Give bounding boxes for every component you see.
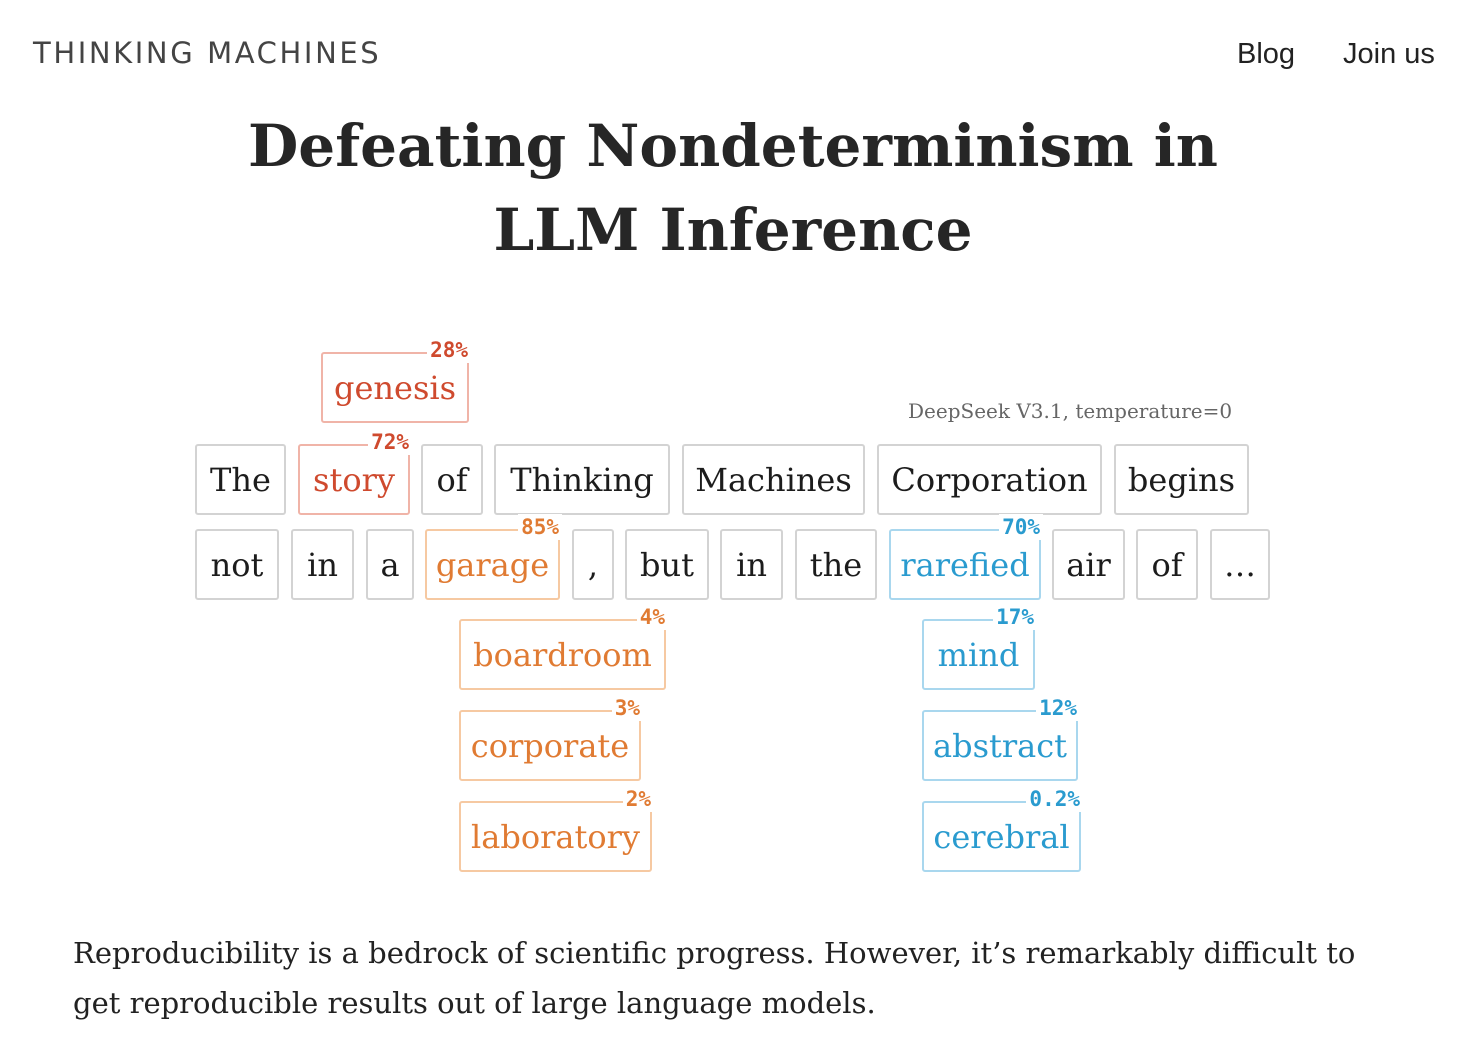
token-word: of bbox=[436, 460, 468, 499]
token-probability: 70% bbox=[999, 514, 1043, 540]
token-alt-cerebral bbox=[922, 787, 1081, 872]
intro-paragraph bbox=[73, 928, 1413, 1028]
token-thinking bbox=[494, 444, 670, 515]
token-probability: 17% bbox=[993, 604, 1037, 630]
token-alt-genesis bbox=[321, 338, 469, 423]
nav-link-blog[interactable]: Blog bbox=[1237, 38, 1296, 70]
token-word: … bbox=[1224, 545, 1256, 584]
token-alt-corporate bbox=[459, 696, 641, 781]
token-probability: 12% bbox=[1036, 695, 1080, 721]
token-word: not bbox=[210, 545, 264, 584]
token-of bbox=[421, 444, 483, 515]
token-word: in bbox=[307, 545, 338, 584]
token-ellipsis bbox=[1210, 529, 1270, 600]
article-title bbox=[0, 104, 1466, 272]
token-garage bbox=[425, 515, 560, 600]
token-story bbox=[298, 430, 410, 515]
token-comma bbox=[572, 529, 614, 600]
article-title-line-1: Defeating Nondeterminism in bbox=[248, 112, 1218, 180]
token-probability: 72% bbox=[368, 429, 412, 455]
token-machines bbox=[682, 444, 865, 515]
token-a bbox=[366, 529, 414, 600]
token-word: a bbox=[380, 545, 400, 584]
token-but bbox=[625, 529, 709, 600]
token-alt-mind bbox=[922, 605, 1035, 690]
token-word: The bbox=[210, 460, 271, 499]
token-in-2 bbox=[720, 529, 783, 600]
token-word: laboratory bbox=[471, 817, 640, 856]
token-word: cerebral bbox=[933, 817, 1070, 856]
figure-caption: DeepSeek V3.1, temperature=0 bbox=[908, 399, 1233, 423]
intro-line-1: Reproducibility is a bedrock of scientific progress. However, it’s remarkably difficult to bbox=[73, 936, 1356, 970]
token-in bbox=[291, 529, 354, 600]
token-word: Corporation bbox=[891, 460, 1088, 499]
token-alt-laboratory bbox=[459, 787, 652, 872]
token-probability: 2% bbox=[623, 786, 654, 812]
token-probability: 0.2% bbox=[1026, 786, 1083, 812]
token-word: boardroom bbox=[473, 635, 652, 674]
token-word: corporate bbox=[470, 726, 630, 765]
token-begins bbox=[1114, 444, 1249, 515]
token-word: rarefied bbox=[900, 545, 1030, 584]
token-word: garage bbox=[435, 545, 550, 584]
token-word: Machines bbox=[695, 460, 852, 499]
article-title-line-2: LLM Inference bbox=[493, 196, 973, 264]
token-the bbox=[195, 444, 286, 515]
token-word: in bbox=[736, 545, 767, 584]
token-word: the bbox=[809, 545, 863, 584]
token-corporation bbox=[877, 444, 1102, 515]
token-of-2 bbox=[1136, 529, 1198, 600]
token-rarefied bbox=[889, 515, 1041, 600]
token-word: abstract bbox=[933, 726, 1067, 765]
token-word: mind bbox=[937, 635, 1020, 674]
nav-link-join-us[interactable]: Join us bbox=[1343, 38, 1435, 70]
token-air bbox=[1052, 529, 1125, 600]
token-the-2 bbox=[795, 529, 877, 600]
token-word: but bbox=[640, 545, 694, 584]
token-word: begins bbox=[1127, 460, 1236, 499]
token-alt-abstract bbox=[922, 696, 1078, 781]
token-probability: 3% bbox=[612, 695, 643, 721]
token-word: of bbox=[1151, 545, 1183, 584]
token-word: story bbox=[313, 460, 395, 499]
token-probability: 28% bbox=[427, 337, 471, 363]
token-word: , bbox=[587, 545, 599, 584]
intro-line-2: get reproducible results out of large language models. bbox=[73, 986, 876, 1020]
token-word: Thinking bbox=[510, 460, 654, 499]
token-probability: 85% bbox=[518, 514, 562, 540]
brand-logo[interactable]: THINKING MACHINES bbox=[33, 36, 382, 70]
token-probability: 4% bbox=[637, 604, 668, 630]
token-not bbox=[195, 529, 279, 600]
token-word: genesis bbox=[333, 368, 457, 407]
token-word: air bbox=[1066, 545, 1111, 584]
token-alt-boardroom bbox=[459, 605, 666, 690]
